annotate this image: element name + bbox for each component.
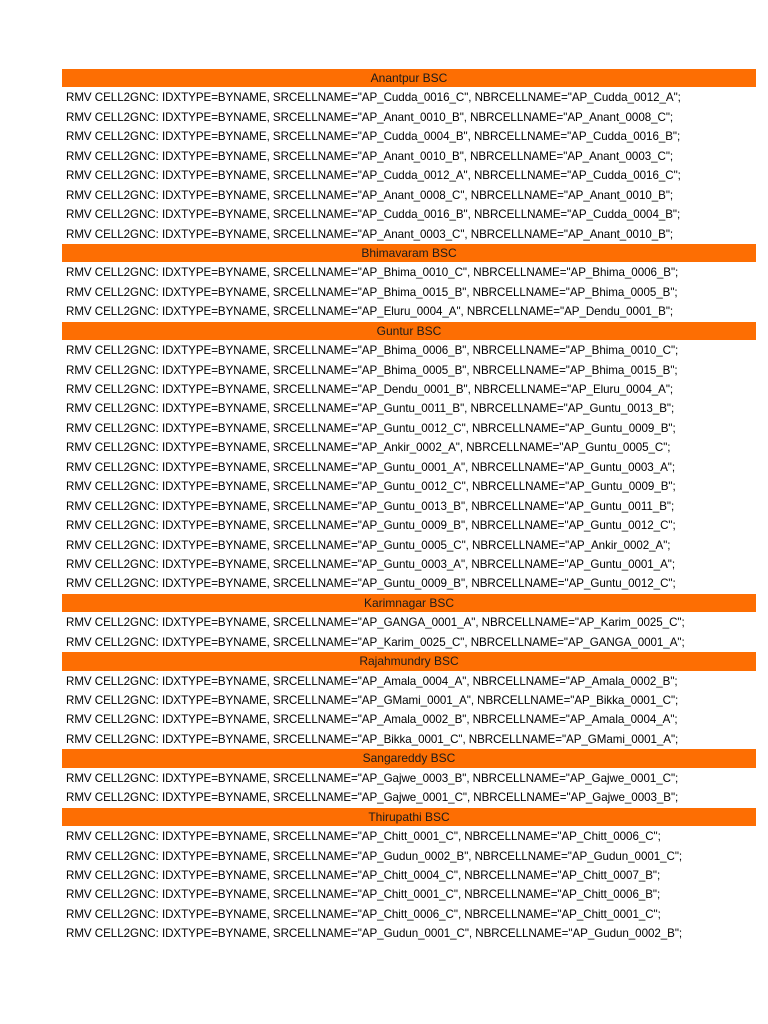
bsc-section (62, 69, 756, 244)
command-row: RMV CELL2GNC: IDXTYPE=BYNAME, SRCELLNAME="AP_Chitt_0004_C", NBRCELLNAME="AP_Chitt_0007_B"; (66, 868, 661, 882)
command-row: RMV CELL2GNC: IDXTYPE=BYNAME, SRCELLNAME="AP_Guntu_0012_C", NBRCELLNAME="AP_Guntu_0009_B"; (66, 480, 676, 494)
section-header: Thirupathi BSC (62, 808, 756, 827)
command-row: RMV CELL2GNC: IDXTYPE=BYNAME, SRCELLNAME="AP_Chitt_0006_C", NBRCELLNAME="AP_Chitt_0001_C"; (66, 907, 661, 921)
spreadsheet-document (62, 69, 756, 944)
command-row: RMV CELL2GNC: IDXTYPE=BYNAME, SRCELLNAME="AP_Bhima_0006_B", NBRCELLNAME="AP_Bhima_0010_C"; (66, 344, 679, 358)
command-row: RMV CELL2GNC: IDXTYPE=BYNAME, SRCELLNAME="AP_Bhima_0010_C", NBRCELLNAME="AP_Bhima_0006_B"; (66, 266, 679, 280)
command-row: RMV CELL2GNC: IDXTYPE=BYNAME, SRCELLNAME="AP_Guntu_0011_B", NBRCELLNAME="AP_Guntu_0013_B"; (66, 402, 675, 416)
command-row: RMV CELL2GNC: IDXTYPE=BYNAME, SRCELLNAME="AP_Gajwe_0003_B", NBRCELLNAME="AP_Gajwe_0001_C"; (66, 771, 679, 785)
command-row: RMV CELL2GNC: IDXTYPE=BYNAME, SRCELLNAME="AP_Bikka_0001_C", NBRCELLNAME="AP_GMami_0001_A"; (66, 732, 679, 746)
command-row: RMV CELL2GNC: IDXTYPE=BYNAME, SRCELLNAME="AP_Cudda_0004_B", NBRCELLNAME="AP_Cudda_0016_B"; (66, 130, 681, 144)
command-row: RMV CELL2GNC: IDXTYPE=BYNAME, SRCELLNAME="AP_Cudda_0016_B", NBRCELLNAME="AP_Cudda_0004_B"; (66, 208, 681, 222)
command-row: RMV CELL2GNC: IDXTYPE=BYNAME, SRCELLNAME="AP_Gudun_0001_C", NBRCELLNAME="AP_Gudun_0002_B"; (66, 927, 683, 941)
section-header: Karimnagar BSC (62, 594, 756, 613)
command-row: RMV CELL2GNC: IDXTYPE=BYNAME, SRCELLNAME="AP_Guntu_0003_A", NBRCELLNAME="AP_Guntu_0001_A"; (66, 557, 676, 571)
command-row: RMV CELL2GNC: IDXTYPE=BYNAME, SRCELLNAME="AP_Cudda_0016_C", NBRCELLNAME="AP_Cudda_0012_A"; (66, 91, 681, 105)
command-row: RMV CELL2GNC: IDXTYPE=BYNAME, SRCELLNAME="AP_Guntu_0012_C", NBRCELLNAME="AP_Guntu_0009_B"; (66, 421, 676, 435)
bsc-section (62, 322, 756, 594)
section-header: Sangareddy BSC (62, 749, 756, 768)
command-row: RMV CELL2GNC: IDXTYPE=BYNAME, SRCELLNAME="AP_Anant_0010_B", NBRCELLNAME="AP_Anant_0008_C"; (66, 110, 674, 124)
command-row: RMV CELL2GNC: IDXTYPE=BYNAME, SRCELLNAME="AP_Gajwe_0001_C", NBRCELLNAME="AP_Gajwe_0003_B"; (66, 791, 679, 805)
command-row: RMV CELL2GNC: IDXTYPE=BYNAME, SRCELLNAME="AP_Chitt_0001_C", NBRCELLNAME="AP_Chitt_0006_C"; (66, 830, 661, 844)
section-header: Bhimavaram BSC (62, 244, 756, 263)
section-header: Anantpur BSC (62, 69, 756, 88)
command-row: RMV CELL2GNC: IDXTYPE=BYNAME, SRCELLNAME="AP_Anant_0008_C", NBRCELLNAME="AP_Anant_0010_B"; (66, 188, 674, 202)
command-row: RMV CELL2GNC: IDXTYPE=BYNAME, SRCELLNAME="AP_Guntu_0001_A", NBRCELLNAME="AP_Guntu_0003_A"; (66, 460, 676, 474)
command-row: RMV CELL2GNC: IDXTYPE=BYNAME, SRCELLNAME="AP_Chitt_0001_C", NBRCELLNAME="AP_Chitt_0006_B"; (66, 888, 661, 902)
command-row: RMV CELL2GNC: IDXTYPE=BYNAME, SRCELLNAME="AP_GMami_0001_A", NBRCELLNAME="AP_Bikka_0001_C"; (66, 694, 679, 707)
command-row: RMV CELL2GNC: IDXTYPE=BYNAME, SRCELLNAME="AP_Eluru_0004_A", NBRCELLNAME="AP_Dendu_0001_B"; (66, 305, 674, 319)
section-header: Guntur BSC (62, 322, 756, 341)
bsc-section (62, 652, 756, 749)
command-row: RMV CELL2GNC: IDXTYPE=BYNAME, SRCELLNAME="AP_Anant_0003_C", NBRCELLNAME="AP_Anant_0010_B"; (66, 227, 674, 241)
command-row: RMV CELL2GNC: IDXTYPE=BYNAME, SRCELLNAME="AP_Bhima_0005_B", NBRCELLNAME="AP_Bhima_0015_B"; (66, 363, 678, 377)
command-row: RMV CELL2GNC: IDXTYPE=BYNAME, SRCELLNAME="AP_Bhima_0015_B", NBRCELLNAME="AP_Bhima_0005_B"; (66, 285, 678, 299)
section-header: Rajahmundry BSC (62, 652, 756, 671)
command-row: RMV CELL2GNC: IDXTYPE=BYNAME, SRCELLNAME="AP_Guntu_0005_C", NBRCELLNAME="AP_Ankir_0002_A"; (66, 538, 671, 552)
command-row: RMV CELL2GNC: IDXTYPE=BYNAME, SRCELLNAME="AP_Guntu_0009_B", NBRCELLNAME="AP_Guntu_0012_C"; (66, 519, 676, 533)
command-row: RMV CELL2GNC: IDXTYPE=BYNAME, SRCELLNAME="AP_Karim_0025_C", NBRCELLNAME="AP_GANGA_0001_A"; (66, 635, 685, 649)
command-row: RMV CELL2GNC: IDXTYPE=BYNAME, SRCELLNAME="AP_Amala_0002_B", NBRCELLNAME="AP_Amala_0004_A"; (66, 713, 678, 727)
bsc-section (62, 749, 756, 807)
command-row: RMV CELL2GNC: IDXTYPE=BYNAME, SRCELLNAME="AP_Dendu_0001_B", NBRCELLNAME="AP_Eluru_0004_A"; (66, 383, 674, 396)
bsc-section (62, 808, 756, 944)
command-row: RMV CELL2GNC: IDXTYPE=BYNAME, SRCELLNAME="AP_Anant_0010_B", NBRCELLNAME="AP_Anant_0003_C"; (66, 149, 674, 163)
command-row: RMV CELL2GNC: IDXTYPE=BYNAME, SRCELLNAME="AP_Cudda_0012_A", NBRCELLNAME="AP_Cudda_0016_C"; (66, 169, 681, 183)
command-row: RMV CELL2GNC: IDXTYPE=BYNAME, SRCELLNAME="AP_GANGA_0001_A", NBRCELLNAME="AP_Karim_0025_C"; (66, 616, 685, 630)
command-row: RMV CELL2GNC: IDXTYPE=BYNAME, SRCELLNAME="AP_Amala_0004_A", NBRCELLNAME="AP_Amala_0002_B"; (66, 674, 678, 688)
command-row: RMV CELL2GNC: IDXTYPE=BYNAME, SRCELLNAME="AP_Gudun_0002_B", NBRCELLNAME="AP_Gudun_0001_C"; (66, 849, 683, 863)
command-row: RMV CELL2GNC: IDXTYPE=BYNAME, SRCELLNAME="AP_Guntu_0009_B", NBRCELLNAME="AP_Guntu_0012_C"; (66, 577, 676, 591)
bsc-section (62, 244, 756, 322)
bsc-section (62, 594, 756, 652)
command-row: RMV CELL2GNC: IDXTYPE=BYNAME, SRCELLNAME="AP_Guntu_0013_B", NBRCELLNAME="AP_Guntu_0011_B"; (66, 499, 675, 513)
command-row: RMV CELL2GNC: IDXTYPE=BYNAME, SRCELLNAME="AP_Ankir_0002_A", NBRCELLNAME="AP_Guntu_0005_C"; (66, 441, 671, 455)
